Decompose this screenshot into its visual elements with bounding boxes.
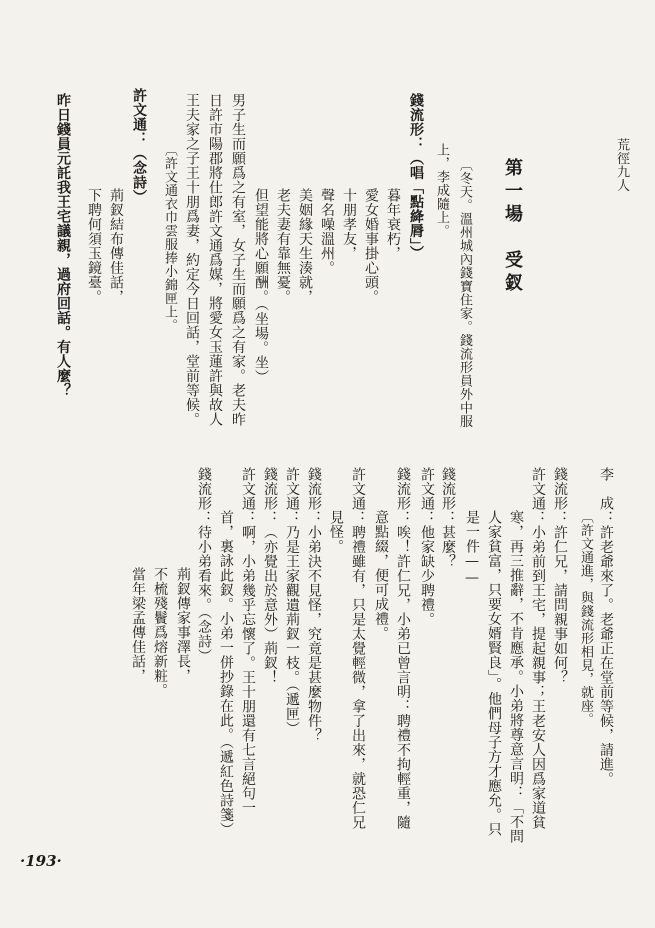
bottom-text-column: 錢流形：許仁兄，請問親事如何？: [552, 467, 568, 685]
top-text-column: 錢流形：（唱「點絳脣」）: [408, 93, 424, 260]
bottom-text-column: 錢流形：唉！許仁兄，小弟已曾言明：聘禮不拘輕重，隨: [395, 467, 411, 830]
top-text-column: 但望能將心願酬。（坐場。坐）: [253, 188, 269, 384]
bottom-text-column: 許文通：乃是王家觀遺荊釵一枝。（遞匣）: [284, 467, 300, 736]
top-text-column: 美姻緣天生湊就，: [297, 188, 313, 304]
bottom-text-column: 見怪。: [328, 510, 344, 554]
bottom-text-column: 錢流形：小弟決不見怪，究竟是甚麼物件？: [306, 467, 322, 743]
bottom-text-column: 寒，再三推辭，不肯應承。小弟將尊意言明：「不問: [508, 510, 524, 844]
top-text-column: 昨日錢員元託我王宅議親，過府回話。有人麼？: [55, 93, 71, 398]
top-text-column: 暮年衰朽，: [385, 188, 401, 261]
bottom-text-column: 當年梁孟傳佳話，: [130, 567, 146, 683]
top-text-column: 老夫妻有靠無憂。: [275, 188, 291, 304]
top-text-column: 王夫家之子王十朋爲妻，約定今日回話，堂前等候。: [184, 93, 200, 427]
top-text-column: 上，李成隨上。: [434, 143, 449, 238]
bottom-text-column: 人家貧富，只要女婿賢良」。他們母子方才應允。只: [486, 510, 502, 837]
top-text-column: 許文通：（念詩）: [131, 88, 147, 204]
page-number: ·193·: [20, 852, 62, 870]
bottom-text-column: 許文通：小弟前到王宅，提起親事；王老安人因爲家道貧: [530, 467, 546, 830]
top-text-column: 愛女婚事掛心頭。: [363, 188, 379, 304]
bottom-text-column: 錢流形：待小弟看來。（念詩）: [196, 467, 212, 663]
top-text-column: 男子生而願爲之有室，女子生而願爲之有家。老夫昨: [230, 93, 246, 427]
bottom-text-column: 許文通：他家缺少聘禮。: [419, 467, 435, 627]
bottom-text-column: 荊釵傳家事澤長，: [175, 567, 191, 683]
top-text-column: 〔許文通衣巾雲服捧小錦匣上。: [162, 143, 177, 332]
bottom-text-column: 許文通：聘禮雖有，只是太覺輕微，拿了出來，就恐仁兄: [350, 467, 366, 830]
top-text-column: 〔冬天。溫州城內錢寶住家。錢流形員外中服: [457, 158, 472, 428]
top-text-column: 十朋孝友，: [341, 188, 357, 261]
bottom-text-column: 李 成：許老爺來了。老爺正在堂前等候，請進。: [598, 467, 614, 786]
bottom-text-column: 首，裏詠此釵。小弟一併抄錄在此。（遞紅色詩箋）: [218, 510, 234, 837]
top-text-column: 下聘何須玉鏡臺。: [86, 188, 102, 304]
top-text-column: 荊釵結布傳佳話，: [108, 188, 124, 304]
bottom-text-column: 許文通：啊，小弟幾乎忘懷了。王十朋還有七言絕句一: [240, 467, 256, 815]
page-header: 荒徑九人: [614, 138, 629, 192]
bottom-text-column: 〔許文通進，與錢流形相見，就座。: [578, 510, 593, 726]
top-text-column: 聲名噪溫州。: [319, 188, 335, 275]
bottom-text-column: 是一件——: [464, 510, 480, 587]
bottom-text-column: 意點綴，便可成禮。: [373, 510, 389, 641]
bottom-text-column: 錢流形：甚麼？: [440, 467, 456, 569]
scene-title: 第一場 受釵: [502, 158, 523, 296]
top-text-column: 日許市陽郡將仕郎許文通爲媒，將愛女玉蓮許與故人: [207, 93, 223, 427]
bottom-text-column: 不梳殘鬢爲熔新粧。: [152, 567, 168, 698]
bottom-text-column: 錢流形：（亦覺出於意外）荊釵！: [262, 467, 278, 685]
